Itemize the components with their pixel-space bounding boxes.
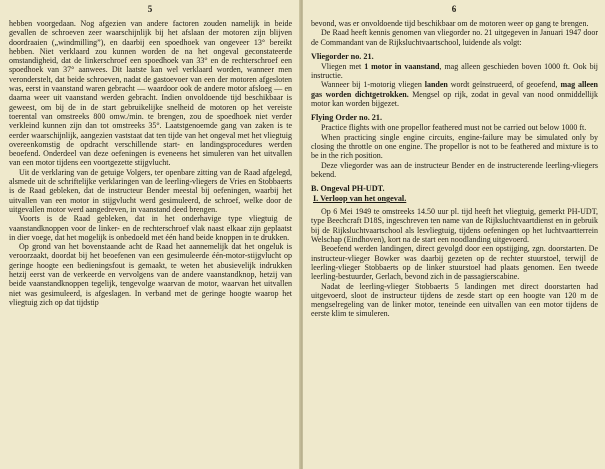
order-paragraph: Practice flights with one propellor feathered must not be carried out below 1000 ft.	[321, 123, 587, 133]
order-heading-en: Flying Order no. 21.	[311, 113, 383, 123]
left-page	[0, 0, 300, 469]
paragraph: Op 6 Mei 1949 te omstreeks 14.50 uur pl. tijd heeft het vliegtuig, gemerkt PH-UDT, type Beechcraft D18S, ingeschreven ten name van de Rijksluchtvaartdienst en in gebruik bij de Rijksluchtvaartschool als lesvliegtuig, tijdens oefeningen op het luchtvaartterrein Welschap (Eindhoven), kort na de start een noodlanding uitgevoerd.	[311, 207, 598, 245]
right-text-column	[303, 19, 605, 319]
paragraph: Voorts is de Raad gebleken, dat in het onderhavige type vliegtuig de vaanstandknoppen voor de linker- en de rechterschroef vlak naast elkaar zijn geplaatst in dier voege, dat het mogelijk is onbedoeld met één hand beide knoppen in te drukken.	[9, 214, 292, 242]
page-number: 6	[451, 4, 457, 14]
order-heading-nl: Vliegorder no. 21.	[311, 51, 374, 61]
section-heading: B. Ongeval PH-UDT.	[311, 184, 385, 194]
paragraph: Deze vliegorder was aan de instructeur Bender en de instructerende leerling-vliegers bekend.	[311, 160, 598, 179]
order-paragraph: Vliegen met 1 motor in vaanstand, mag alleen geschieden boven 1000 ft. Ook bij instructie.	[311, 61, 599, 81]
paragraph: Uit de verklaring van de getuige Volgers, ter openbare zitting van de Raad afgelegd, alsmede uit de schriftelijke verklaringen van de leerling-vliegers de Vries en Stobbaerts is de Raad gebleken, dat de instructeur Bender meestal bij oefeningen, waarbij het uitvallen van een motor in stijgvlucht werd gesimuleerd, de schroef, welke door de uitgevallen motor werd aangedreven, in vaanstand deed brengen.	[9, 167, 292, 214]
paragraph: Nadat de leerling-vlieger Stobbaerts 5 landingen met direct doorstarten had uitgevoerd, sloot de instructeur tijdens de zesde start op een hoogte van 120 m de mengselregeling van de linker motor, teneinde een uitvallen van een motor tijdens de eerste klim te simuleren.	[311, 281, 598, 319]
right-page	[303, 0, 605, 469]
paragraph: De Raad heeft kennis genomen van vliegorder no. 21 uitgegeven in Januari 1947 door de Commandant van de Rijksluchtvaartschool, luidende als volgt:	[311, 28, 598, 47]
paragraph: bevond, was er onvoldoende tijd beschikbaar om de motoren weer op gang te brengen.	[311, 19, 589, 28]
left-text-column	[0, 19, 300, 307]
section-subheading: I. Verloop van het ongeval.	[313, 194, 407, 204]
order-paragraph: When practicing single engine circuits, engine-failure may be simulated only by closing the throttle on one engine. The propellor is not to be feathered and mixture is to be in the rich position.	[311, 132, 598, 161]
paragraph: Op grond van het bovenstaande acht de Raad het aannemelijk dat het ongeluk is veroorzaakt, doordat bij het beoefenen van een gesimuleerde één-motor-stijgvlucht op geringe hoogte een bedieningsfout is gemaakt, te weten het abusievelijk indrukken hetzij eerst van de verkeerde en vervolgens van de andere vaanstandknop, hetzij van beide vaanstandknoppen tegelijk, tengevolge waarvan de motor, waarvan het uitvallen niet was gesimuleerd, is afgeslagen. In verband met de geringe hoogte waarop het vliegtuig zich op dat tijdstip	[9, 242, 292, 307]
paragraph: Beoefend werden landingen, direct gevolgd door een opstijging, zgn. doorstarten. De instructeur-vlieger Bowker was daarbij gezeten op de rechter stuurstoel, terwijl de leerling-vlieger Stobbaerts op de linker stuurstoel had plaats genomen. Een tweede leerling-bestuurder, Gerlach, bevond zich in de passagierscabine.	[311, 244, 598, 282]
page-number: 5	[147, 4, 153, 14]
paragraph: hebben voorgedaan. Nog afgezien van andere factoren zouden namelijk in beide gevallen de schroeven zeer waarschijnlijk bij het afslaan der motoren zijn blijven doordraaien („windmilling”), en daarbij een spoedhoek van ongeveer 13° bereikt hebben. Niet verklaard zou kunnen worden de na het ongeval geconstateerde omstandigheid, dat de linkerschroef een spoedhoek van 33° en de rechterschroef een spoedhoek van 37° aanwees. Dit laatste kan wel verklaard worden, wanneer men veronderstelt, dat beide schroeven, nadat de gastoevoer van een der motoren afgesloten was, eerst in vaanstand waren gebracht — waardoor ook de andere motor afsloeg — en daarna weer uit vaanstand werden gebracht. Indien onvoldoende tijd beschikbaar is geweest, om bij de in de start gebruikelijke snelheid de motoren op het vereiste toerental van omstreeks 800 omw./min. te brengen, zou de spoedhoek niet verder verkleind kunnen zijn dan tot omstreeks 35°. Laatstgenoemde gang van zaken is te eerder waarschijnlijk, aangezien vaststaat dat ten tijde van het ongeval met het vliegtuig overeenkomstig de opdracht verschillende start- en landingsprocedures werden beoefend. Onderdeel van deze oefeningen is eveneens het simuleren van het uitvallen van een motor tijdens een voortgezette stijgvlucht.	[9, 19, 292, 168]
order-paragraph: Wanneer bij 1-motorig vliegen landen wordt geïnstrueerd, of geoefend, mag alleen gas worden dichtgetrokken. Mengsel op rijk, zodat in geval van nood onmiddellijk motor kan worden bijgezet.	[311, 80, 599, 109]
